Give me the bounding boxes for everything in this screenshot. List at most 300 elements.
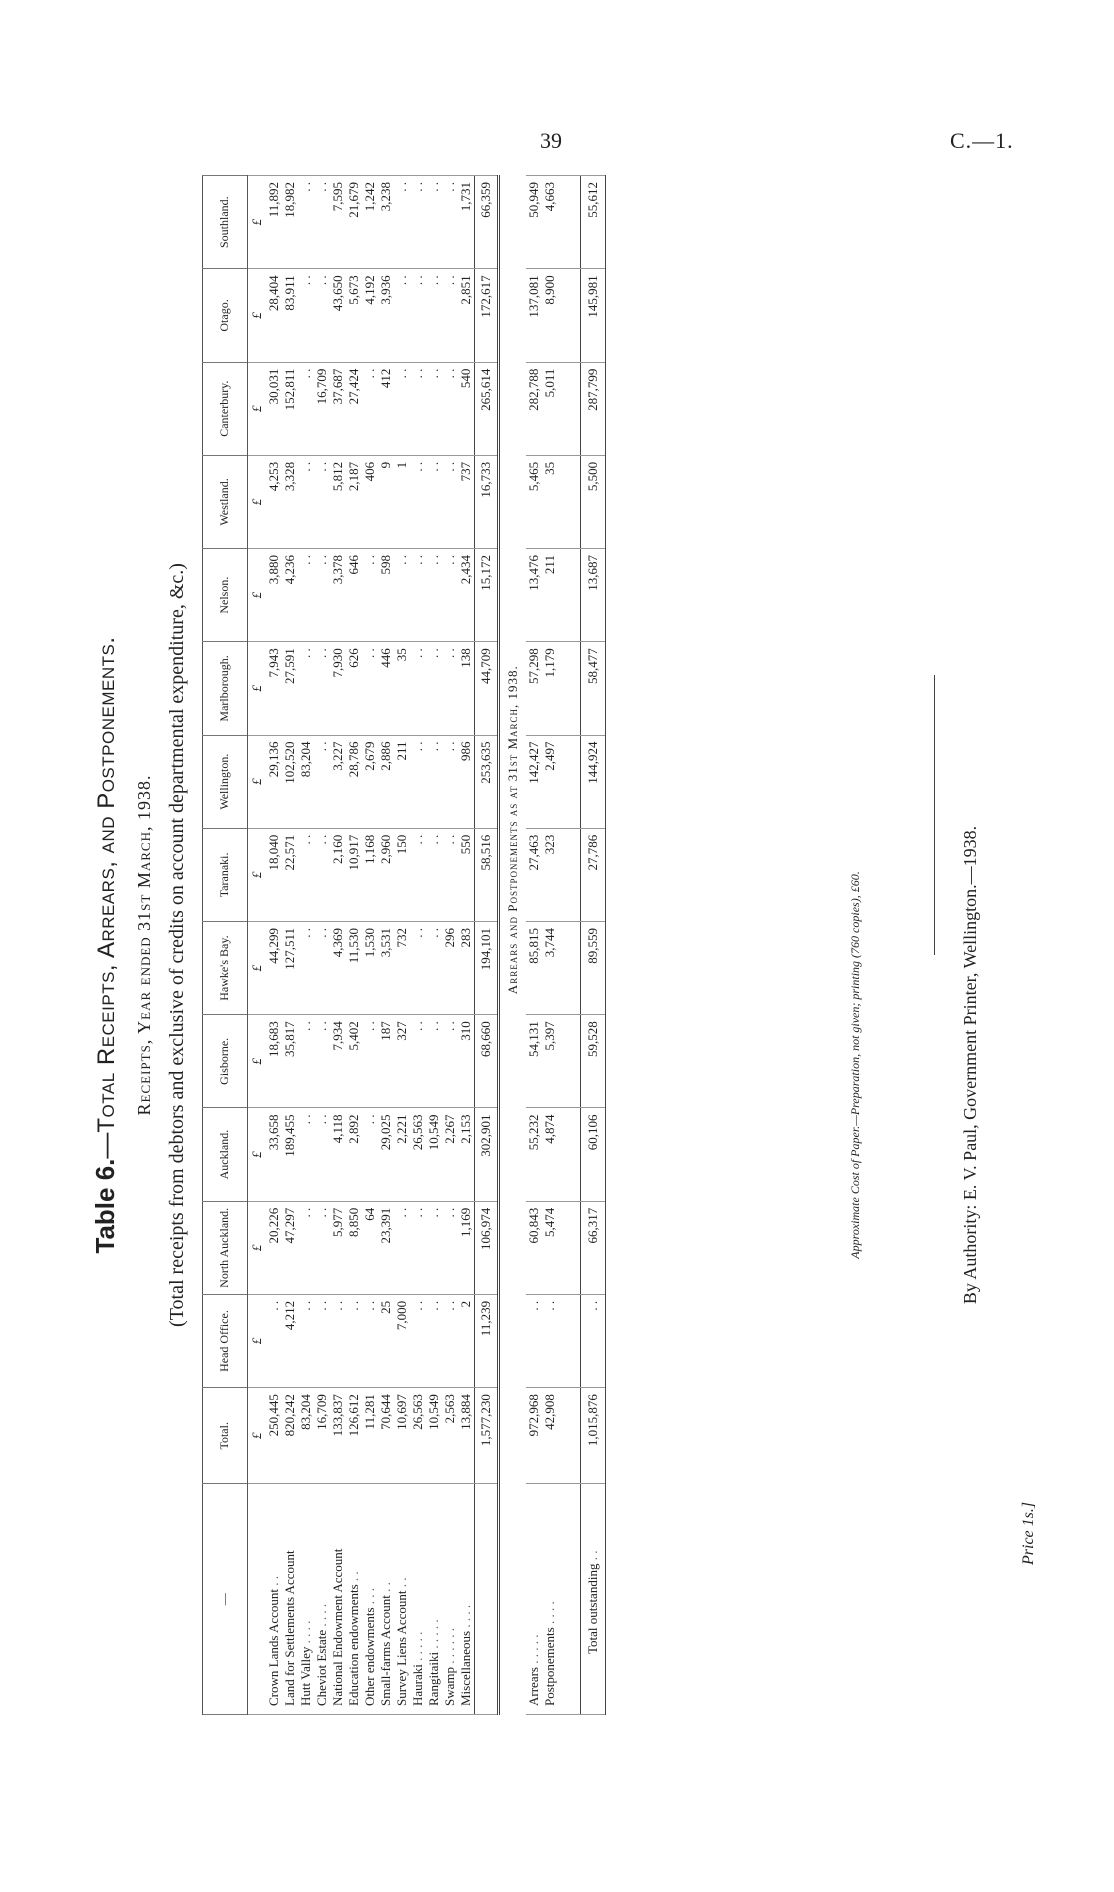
value-cell: 626 <box>346 642 362 735</box>
row-label <box>542 1484 558 1715</box>
value-cell: . . <box>410 549 426 642</box>
table-row <box>314 176 330 1715</box>
value-cell: 43,650 <box>330 269 346 362</box>
column-header: Gisborne. <box>203 1015 248 1108</box>
value-cell: . . <box>426 1294 442 1387</box>
value-cell: 265,614 <box>475 362 499 455</box>
row-label <box>410 1484 426 1715</box>
row-label <box>282 1484 298 1715</box>
value-cell: . . <box>298 828 314 921</box>
currency-symbol: £ <box>248 921 267 1014</box>
table-row <box>542 176 558 1715</box>
value-cell: . . <box>362 1015 378 1108</box>
value-cell: 60,106 <box>581 1108 606 1201</box>
leader-dots: . . . . . . <box>442 1628 457 1667</box>
value-cell: . . <box>426 455 442 548</box>
table-number: Table 6. <box>90 1158 120 1254</box>
value-cell: . . <box>410 642 426 735</box>
value-cell: 1,530 <box>362 921 378 1014</box>
value-cell: 83,204 <box>298 735 314 828</box>
value-cell: 2,960 <box>378 828 394 921</box>
column-header-blank: — <box>203 1484 248 1715</box>
value-cell: 8,850 <box>346 1201 362 1294</box>
column-header-row <box>203 176 248 1715</box>
value-cell: 11,530 <box>346 921 362 1014</box>
footer-rule <box>934 675 935 955</box>
value-cell: . . <box>330 1294 346 1387</box>
value-cell: 26,563 <box>410 1388 426 1484</box>
value-cell: 2,886 <box>378 735 394 828</box>
value-cell: 89,559 <box>581 921 606 1014</box>
value-cell: 11,239 <box>475 1294 499 1387</box>
value-cell: . . <box>581 1294 606 1387</box>
currency-symbol: £ <box>248 176 267 269</box>
value-cell: . . <box>298 921 314 1014</box>
currency-symbol: £ <box>248 735 267 828</box>
column-header: Total. <box>203 1388 248 1484</box>
value-cell: 44,299 <box>266 921 282 1014</box>
value-cell: 21,679 <box>346 176 362 269</box>
title-text: Total Receipts, Arrears, and Postponements. <box>93 636 120 1133</box>
value-cell: . . <box>298 176 314 269</box>
value-cell: 35 <box>542 455 558 548</box>
value-cell: 310 <box>458 1015 475 1108</box>
value-cell: 7,930 <box>330 642 346 735</box>
currency-symbol: £ <box>248 1201 267 1294</box>
column-header: Marlborough. <box>203 642 248 735</box>
value-cell: . . <box>442 1201 458 1294</box>
spacer-cell <box>558 362 581 455</box>
value-cell: 540 <box>458 362 475 455</box>
receipts-total-row <box>475 176 499 1715</box>
value-cell: . . <box>298 549 314 642</box>
currency-symbol: £ <box>248 1108 267 1201</box>
value-cell: 5,465 <box>526 455 542 548</box>
table-row <box>394 176 410 1715</box>
value-cell: 1,577,230 <box>475 1388 499 1484</box>
value-cell: . . <box>442 1015 458 1108</box>
value-cell: . . <box>314 549 330 642</box>
value-cell: 972,968 <box>526 1388 542 1484</box>
value-cell: 5,812 <box>330 455 346 548</box>
value-cell: 30,031 <box>266 362 282 455</box>
value-cell: 27,591 <box>282 642 298 735</box>
value-cell: 3,328 <box>282 455 298 548</box>
value-cell: . . <box>410 828 426 921</box>
value-cell: 1,731 <box>458 176 475 269</box>
value-cell: 646 <box>346 549 362 642</box>
value-cell: 302,901 <box>475 1108 499 1201</box>
value-cell: 3,880 <box>266 549 282 642</box>
value-cell: 737 <box>458 455 475 548</box>
value-cell: 15,172 <box>475 549 499 642</box>
value-cell: . . <box>426 921 442 1014</box>
row-label-text: Cheviot Estate <box>314 1629 329 1706</box>
value-cell: . . <box>426 828 442 921</box>
receipts-table <box>202 175 606 1715</box>
row-label-text: Education endowments <box>346 1584 361 1706</box>
spacer-cell <box>558 269 581 362</box>
value-cell: . . <box>394 549 410 642</box>
value-cell: 35 <box>394 642 410 735</box>
column-header: Taranaki. <box>203 828 248 921</box>
value-cell: 172,617 <box>475 269 499 362</box>
table-title <box>90 175 121 1715</box>
value-cell: 9 <box>378 455 394 548</box>
value-cell: . . <box>410 921 426 1014</box>
currency-symbol: £ <box>248 455 267 548</box>
value-cell: 3,936 <box>378 269 394 362</box>
leader-dots: . . . . . <box>410 1631 425 1665</box>
spacer-cell <box>558 735 581 828</box>
value-cell: . . <box>442 735 458 828</box>
row-label <box>526 1484 542 1715</box>
value-cell: 2,563 <box>442 1388 458 1484</box>
table-row <box>362 176 378 1715</box>
value-cell: 2,679 <box>362 735 378 828</box>
value-cell: 35,817 <box>282 1015 298 1108</box>
value-cell: . . <box>426 176 442 269</box>
table-note: (Total receipts from debtors and exclusive of credits on account departmental expenditure, &c.) <box>166 563 188 1327</box>
value-cell: 13,884 <box>458 1388 475 1484</box>
value-cell: 2,187 <box>346 455 362 548</box>
value-cell: . . <box>298 1201 314 1294</box>
value-cell: 211 <box>542 549 558 642</box>
value-cell: 126,612 <box>346 1388 362 1484</box>
value-cell: 25 <box>378 1294 394 1387</box>
currency-cell <box>248 1484 267 1715</box>
row-label <box>394 1484 410 1715</box>
value-cell: 7,595 <box>330 176 346 269</box>
value-cell: . . <box>298 1108 314 1201</box>
value-cell: 187 <box>378 1015 394 1108</box>
value-cell: 106,974 <box>475 1201 499 1294</box>
paper-cost-note: Approximate Cost of Paper.—Preparation, not given; printing (760 copies), £60. <box>848 871 862 1259</box>
leader-dots: . . . . <box>314 1603 329 1630</box>
spacer-cell <box>558 1388 581 1484</box>
value-cell: . . <box>314 269 330 362</box>
value-cell: 23,391 <box>378 1201 394 1294</box>
spacer-cell <box>558 1108 581 1201</box>
value-cell: . . <box>266 1294 282 1387</box>
value-cell: . . <box>442 269 458 362</box>
value-cell: 11,281 <box>362 1388 378 1484</box>
value-cell: 13,687 <box>581 549 606 642</box>
value-cell: . . <box>542 1294 558 1387</box>
row-label-text: Survey Liens Account <box>394 1590 409 1706</box>
value-cell: 10,697 <box>394 1388 410 1484</box>
value-cell: 4,118 <box>330 1108 346 1201</box>
value-cell: 11,892 <box>266 176 282 269</box>
value-cell: . . <box>314 1015 330 1108</box>
value-cell: 58,516 <box>475 828 499 921</box>
spacer-cell <box>558 828 581 921</box>
value-cell: . . <box>298 362 314 455</box>
value-cell: 16,709 <box>314 362 330 455</box>
row-label-text: Miscellaneous <box>458 1630 473 1706</box>
row-label-text: Small-farms Account <box>378 1595 393 1706</box>
value-cell: . . <box>394 1201 410 1294</box>
value-cell: 4,874 <box>542 1108 558 1201</box>
leader-dots: . . . . . <box>526 1634 541 1668</box>
currency-symbol: £ <box>248 549 267 642</box>
value-cell: . . <box>298 455 314 548</box>
spacer-cell <box>558 921 581 1014</box>
value-cell: 7,943 <box>266 642 282 735</box>
column-header: Nelson. <box>203 549 248 642</box>
value-cell: 598 <box>378 549 394 642</box>
value-cell: . . <box>314 735 330 828</box>
value-cell: . . <box>442 642 458 735</box>
value-cell: 50,949 <box>526 176 542 269</box>
row-label-text: Swamp <box>442 1667 457 1706</box>
value-cell: 2 <box>458 1294 475 1387</box>
value-cell: 150 <box>394 828 410 921</box>
table-row <box>526 176 542 1715</box>
row-label-text: National Endowment Account <box>330 1548 345 1706</box>
value-cell: 2,160 <box>330 828 346 921</box>
row-label-text: Total outstanding <box>585 1563 600 1654</box>
value-cell: 10,917 <box>346 828 362 921</box>
currency-symbol: £ <box>248 828 267 921</box>
leader-dots: . . <box>585 1550 600 1564</box>
arrears-section-row <box>499 176 527 1715</box>
leader-dots: . . <box>378 1582 393 1596</box>
value-cell: 5,011 <box>542 362 558 455</box>
value-cell: 55,232 <box>526 1108 542 1201</box>
spacer-cell <box>558 1201 581 1294</box>
value-cell: . . <box>426 362 442 455</box>
table-row <box>298 176 314 1715</box>
value-cell: . . <box>410 269 426 362</box>
arrears-section-heading: Arrears and Postponements as at 31st March, 1938. <box>505 665 520 995</box>
value-cell: . . <box>426 735 442 828</box>
spacer-row <box>558 176 581 1715</box>
value-cell: 8,900 <box>542 269 558 362</box>
value-cell: 2,892 <box>346 1108 362 1201</box>
value-cell: . . <box>442 176 458 269</box>
column-header: Otago. <box>203 269 248 362</box>
total-outstanding-row <box>581 176 606 1715</box>
row-label-text: Arrears <box>526 1667 541 1706</box>
value-cell: . . <box>314 455 330 548</box>
value-cell: 58,477 <box>581 642 606 735</box>
value-cell: 59,528 <box>581 1015 606 1108</box>
value-cell: 27,463 <box>526 828 542 921</box>
value-cell: 1,168 <box>362 828 378 921</box>
value-cell: 68,660 <box>475 1015 499 1108</box>
value-cell: 1 <box>394 455 410 548</box>
value-cell: 1,015,876 <box>581 1388 606 1484</box>
value-cell: . . <box>314 1108 330 1201</box>
value-cell: 66,359 <box>475 176 499 269</box>
value-cell: . . <box>314 176 330 269</box>
value-cell: . . <box>314 1294 330 1387</box>
value-cell: 57,298 <box>526 642 542 735</box>
value-cell: 282,788 <box>526 362 542 455</box>
value-cell: 5,977 <box>330 1201 346 1294</box>
value-cell: 550 <box>458 828 475 921</box>
value-cell: 3,238 <box>378 176 394 269</box>
column-header: Auckland. <box>203 1108 248 1201</box>
value-cell: 5,500 <box>581 455 606 548</box>
column-header: Canterbury. <box>203 362 248 455</box>
spacer-cell <box>558 176 581 269</box>
leader-dots: . . <box>394 1577 409 1591</box>
value-cell: 3,378 <box>330 549 346 642</box>
value-cell: 211 <box>394 735 410 828</box>
value-cell: 27,786 <box>581 828 606 921</box>
row-label <box>442 1484 458 1715</box>
value-cell: 4,192 <box>362 269 378 362</box>
value-cell: 152,811 <box>282 362 298 455</box>
value-cell: 2,434 <box>458 549 475 642</box>
row-label <box>266 1484 282 1715</box>
row-label <box>346 1484 362 1715</box>
table-row <box>282 176 298 1715</box>
value-cell: 44,709 <box>475 642 499 735</box>
spacer-cell <box>558 642 581 735</box>
section-blank <box>499 1484 527 1715</box>
column-header: Hawke's Bay. <box>203 921 248 1014</box>
value-cell: 5,397 <box>542 1015 558 1108</box>
value-cell: 323 <box>542 828 558 921</box>
value-cell: 4,369 <box>330 921 346 1014</box>
row-label <box>330 1484 346 1715</box>
value-cell: . . <box>362 362 378 455</box>
value-cell: . . <box>410 735 426 828</box>
value-cell: 296 <box>442 921 458 1014</box>
value-cell: 327 <box>394 1015 410 1108</box>
value-cell: . . <box>426 269 442 362</box>
value-cell: 986 <box>458 735 475 828</box>
value-cell: 66,317 <box>581 1201 606 1294</box>
title-dash: — <box>90 1132 120 1159</box>
column-header: North Auckland. <box>203 1201 248 1294</box>
currency-symbol: £ <box>248 1294 267 1387</box>
value-cell: . . <box>442 549 458 642</box>
currency-symbol: £ <box>248 1015 267 1108</box>
value-cell: 412 <box>378 362 394 455</box>
value-cell: 16,709 <box>314 1388 330 1484</box>
value-cell: 4,253 <box>266 455 282 548</box>
spacer-cell <box>558 455 581 548</box>
value-cell: 250,445 <box>266 1388 282 1484</box>
value-cell: 2,497 <box>542 735 558 828</box>
leader-dots: . . . . <box>542 1601 557 1628</box>
value-cell: . . <box>314 1201 330 1294</box>
value-cell: . . <box>410 1294 426 1387</box>
printer-authority: By Authority: E. V. Paul, Government Printer, Wellington.—1938. <box>960 825 980 1305</box>
table-row <box>458 176 475 1715</box>
value-cell: 2,221 <box>394 1108 410 1201</box>
row-label-text: Crown Lands Account <box>266 1589 281 1706</box>
spacer-cell <box>558 1294 581 1387</box>
value-cell: . . <box>394 176 410 269</box>
value-cell: 144,924 <box>581 735 606 828</box>
table-row <box>330 176 346 1715</box>
value-cell: 60,843 <box>526 1201 542 1294</box>
value-cell: . . <box>442 828 458 921</box>
value-cell: 253,635 <box>475 735 499 828</box>
row-label-text: Rangitaiki <box>426 1651 441 1706</box>
value-cell: 29,025 <box>378 1108 394 1201</box>
value-cell: 4,212 <box>282 1294 298 1387</box>
value-cell: . . <box>442 362 458 455</box>
value-cell: . . <box>346 1294 362 1387</box>
table-row <box>442 176 458 1715</box>
table-row <box>346 176 362 1715</box>
value-cell: 16,733 <box>475 455 499 548</box>
value-cell: . . <box>314 921 330 1014</box>
value-cell: 83,204 <box>298 1388 314 1484</box>
value-cell: 1,169 <box>458 1201 475 1294</box>
value-cell: 102,520 <box>282 735 298 828</box>
value-cell: 29,136 <box>266 735 282 828</box>
column-header: Westland. <box>203 455 248 548</box>
value-cell: 33,658 <box>266 1108 282 1201</box>
value-cell: . . <box>442 455 458 548</box>
value-cell: . . <box>426 642 442 735</box>
row-label <box>362 1484 378 1715</box>
value-cell: 2,267 <box>442 1108 458 1201</box>
value-cell: . . <box>362 642 378 735</box>
row-label <box>298 1484 314 1715</box>
column-header: Southland. <box>203 176 248 269</box>
value-cell: . . <box>426 1201 442 1294</box>
value-cell: 446 <box>378 642 394 735</box>
value-cell: 18,982 <box>282 176 298 269</box>
column-header: Wellington. <box>203 735 248 828</box>
value-cell: . . <box>314 642 330 735</box>
value-cell: . . <box>526 1294 542 1387</box>
value-cell: 2,851 <box>458 269 475 362</box>
value-cell: 20,226 <box>266 1201 282 1294</box>
row-label <box>378 1484 394 1715</box>
value-cell: 3,744 <box>542 921 558 1014</box>
value-cell: 3,531 <box>378 921 394 1014</box>
currency-symbol: £ <box>248 642 267 735</box>
value-cell: . . <box>298 269 314 362</box>
row-label-text: Other endowments <box>362 1607 377 1706</box>
value-cell: . . <box>394 269 410 362</box>
value-cell: 287,799 <box>581 362 606 455</box>
price-label: Price 1s.] <box>1020 1501 1037 1565</box>
row-label <box>475 1484 499 1715</box>
value-cell: 5,474 <box>542 1201 558 1294</box>
value-cell: . . <box>410 176 426 269</box>
value-cell: 27,424 <box>346 362 362 455</box>
value-cell: . . <box>410 362 426 455</box>
column-header: Head Office. <box>203 1294 248 1387</box>
value-cell: 64 <box>362 1201 378 1294</box>
row-label <box>314 1484 330 1715</box>
value-cell: . . <box>394 362 410 455</box>
leader-dots: . . <box>346 1571 361 1585</box>
table-body <box>248 176 606 1715</box>
value-cell: 4,236 <box>282 549 298 642</box>
value-cell: . . <box>362 549 378 642</box>
value-cell: 194,101 <box>475 921 499 1014</box>
value-cell: 2,153 <box>458 1108 475 1201</box>
row-label <box>426 1484 442 1715</box>
value-cell: . . <box>442 1294 458 1387</box>
value-cell: 13,476 <box>526 549 542 642</box>
leader-dots: . . . . <box>458 1604 473 1631</box>
value-cell: 22,571 <box>282 828 298 921</box>
value-cell: 42,908 <box>542 1388 558 1484</box>
value-cell: 55,612 <box>581 176 606 269</box>
